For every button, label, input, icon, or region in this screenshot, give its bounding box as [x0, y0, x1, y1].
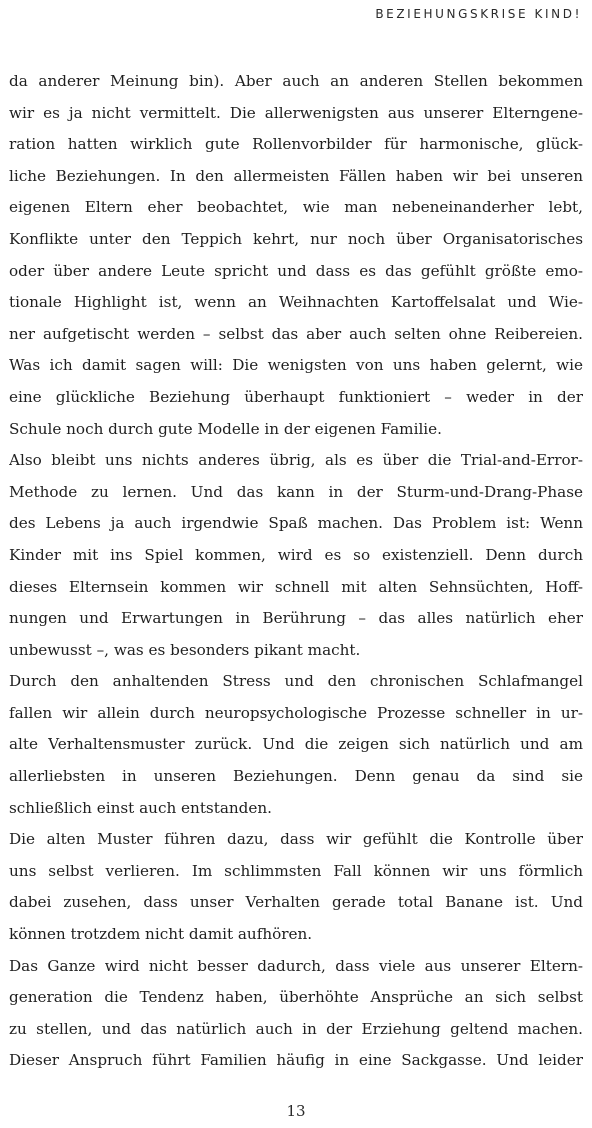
text-line: Dieser Anspruch führt Familien häufig in eine Sackgasse. Und leider [9, 1051, 583, 1070]
text-line: fallen wir allein durch neuropsychologische Prozesse schneller in ur- [9, 703, 583, 722]
text-line: tionale Highlight ist, wenn an Weihnachten Kartoffelsalat und Wie- [9, 293, 583, 312]
text-line: ner aufgetischt werden – selbst das aber auch selten ohne Reibereien. [9, 324, 583, 343]
text-line: Kinder mit ins Spiel kommen, wird es so existenziell. Denn durch [9, 545, 583, 564]
text-line: eine glückliche Beziehung überhaupt funktioniert – weder in der [9, 387, 583, 406]
text-line: wir es ja nicht vermittelt. Die allerwenigsten aus unserer Elterngene- [9, 103, 583, 122]
text-line: Was ich damit sagen will: Die wenigsten von uns haben gelernt, wie [9, 356, 583, 375]
text-line: Die alten Muster führen dazu, dass wir gefühlt die Kontrolle über [9, 830, 583, 849]
text-line: zu stellen, und das natürlich auch in der Erziehung geltend machen. [9, 1019, 583, 1038]
text-line: alte Verhaltensmuster zurück. Und die zeigen sich natürlich und am [9, 735, 583, 754]
text-line: generation die Tendenz haben, überhöhte Ansprüche an sich selbst [9, 988, 583, 1007]
text-line: uns selbst verlieren. Im schlimmsten Fall können wir uns förmlich [9, 861, 583, 880]
text-line: können trotzdem nicht damit aufhören. [9, 925, 313, 944]
text-line: unbewusst –, was es besonders pikant macht. [9, 640, 361, 659]
text-line: eigenen Eltern eher beobachtet, wie man nebeneinanderher lebt, [9, 198, 583, 217]
text-line: nungen und Erwartungen in Berührung – das alles natürlich eher [9, 609, 583, 628]
text-line: allerliebsten in unseren Beziehungen. Denn genau da sind sie [9, 767, 583, 786]
text-line: oder über andere Leute spricht und dass es das gefühlt größte emo- [9, 261, 583, 280]
text-line: Also bleibt uns nichts anderes übrig, als es über die Trial-and-Error- [9, 451, 583, 470]
text-line: Konflikte unter den Teppich kehrt, nur noch über Organisatorisches [9, 229, 583, 248]
text-line: dieses Elternsein kommen wir schnell mit alten Sehnsüchten, Hoff- [9, 577, 583, 596]
page-number: 13 [286, 1102, 306, 1120]
text-line: dabei zusehen, dass unser Verhalten gerade total Banane ist. Und [9, 893, 583, 912]
text-line: Schule noch durch gute Modelle in der eigenen Familie. [9, 419, 442, 438]
text-line: schließlich einst auch entstanden. [9, 798, 272, 817]
text-line: liche Beziehungen. In den allermeisten Fällen haben wir bei unseren [9, 166, 583, 185]
text-line: Durch den anhaltenden Stress und den chronischen Schlafmangel [9, 672, 583, 691]
running-head: BEZIEHUNGSKRISE KIND! [375, 7, 582, 21]
text-line: Das Ganze wird nicht besser dadurch, dass viele aus unserer Eltern- [9, 956, 583, 975]
text-line: ration hatten wirklich gute Rollenvorbilder für harmonische, glück- [9, 135, 583, 154]
text-line: da anderer Meinung bin). Aber auch an anderen Stellen bekommen [9, 72, 583, 90]
text-line: des Lebens ja auch irgendwie Spaß machen. Das Problem ist: Wenn [9, 514, 583, 533]
text-line: Methode zu lernen. Und das kann in der Sturm-und-Drang-Phase [9, 482, 583, 501]
body-text [9, 66, 583, 1077]
